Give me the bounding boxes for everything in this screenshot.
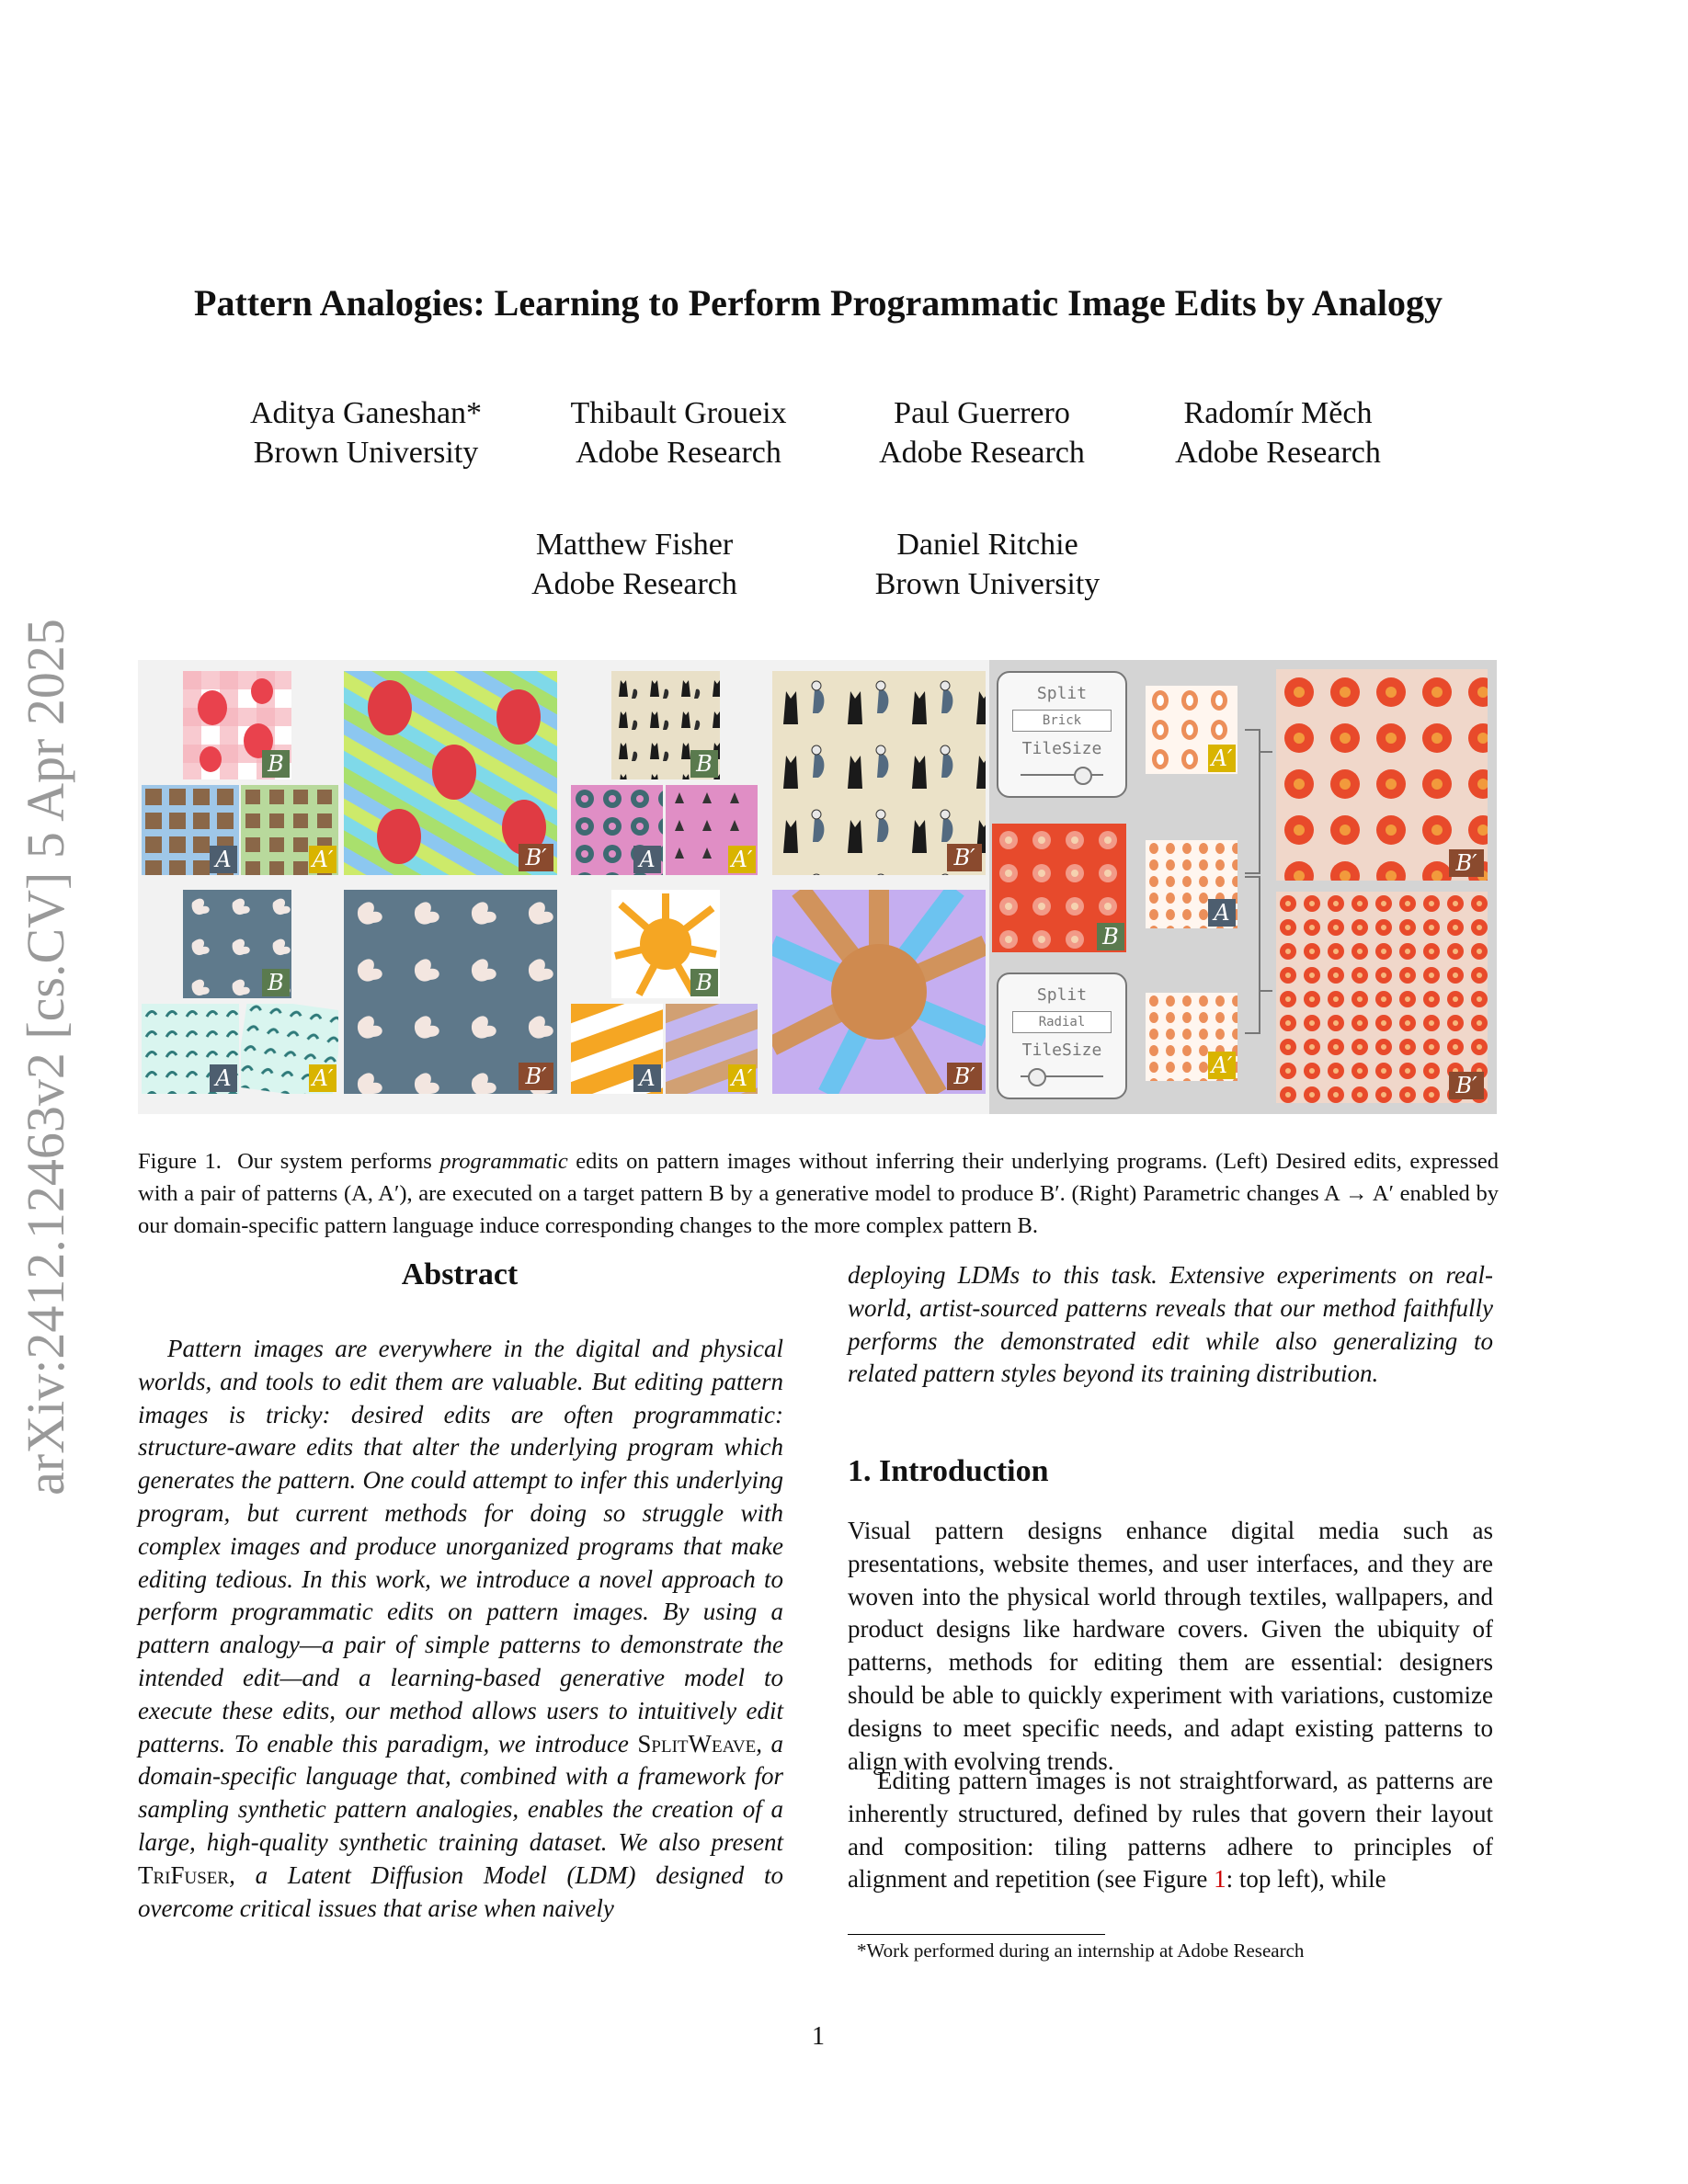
pattern-tile-a-prime	[241, 785, 338, 875]
author-affiliation: Adobe Research	[576, 436, 781, 470]
badge-a: A	[633, 1064, 661, 1092]
parametric-panel	[989, 660, 1497, 1114]
badge-a-prime: A′	[728, 846, 756, 873]
abstract-heading: Abstract	[401, 1257, 519, 1291]
caption-text: edits on pattern images without inferring their underlying programs. (Left) Desired edits, expressed with a pair of patterns (A, A′), are executed on a target pattern B by a generative model to produce B′. (Right) Parametric changes A → A′ enabled by our domain-specific pattern language induce corresponding changes to the more complex pattern B.	[138, 1149, 1499, 1238]
badge-b-prime: B′	[1449, 849, 1484, 877]
author-name: Thibault Groueix	[570, 396, 787, 430]
badge-a: A	[1208, 899, 1236, 927]
badge-a-prime: A′	[309, 1064, 336, 1092]
slider-thumb	[1074, 767, 1092, 785]
param-value-field: Brick	[1012, 710, 1112, 732]
page-number: 1	[812, 2022, 825, 2051]
pattern-tile-b	[992, 824, 1126, 952]
pattern-tile-a	[142, 785, 239, 875]
badge-a-prime: A′	[1208, 1052, 1236, 1079]
author-affiliation: Brown University	[253, 436, 479, 470]
badge-a: A	[210, 1064, 237, 1092]
author-name: Aditya Ganeshan*	[249, 396, 483, 430]
author-name: Daniel Ritchie	[896, 528, 1078, 562]
section-heading: 1. Introduction	[848, 1454, 1049, 1488]
pattern-tile-b-prime	[772, 671, 986, 875]
pattern-tile-a-prime	[666, 1004, 758, 1094]
author-affiliation: Brown University	[874, 567, 1101, 601]
param-label: Split	[1036, 985, 1088, 1005]
pattern-tile-b	[611, 671, 720, 779]
pattern-tile-a-prime	[666, 785, 758, 875]
intro-paragraph	[848, 1765, 1493, 1896]
paper-title: Pattern Analogies: Learning to Perform Programmatic Image Edits by Analogy	[194, 282, 1443, 324]
author-block	[850, 525, 1125, 604]
caption-emphasis: programmatic	[439, 1149, 568, 1174]
badge-b: B	[1097, 923, 1124, 950]
param-value-field: Radial	[1012, 1011, 1112, 1033]
param-control-card	[997, 671, 1127, 798]
badge-a: A	[210, 846, 237, 873]
pattern-tile-b	[611, 890, 720, 998]
author-name: Matthew Fisher	[535, 528, 734, 562]
badge-b: B	[262, 750, 290, 778]
author-affiliation: Adobe Research	[1175, 436, 1381, 470]
badge-b-prime: B′	[519, 844, 553, 871]
badge-b-prime: B′	[519, 1063, 553, 1090]
caption-text: Our system performs	[237, 1149, 440, 1174]
badge-a-prime: A′	[728, 1064, 756, 1092]
abstract-text: , a domain-specific language that, combined with a framework for sampling synthetic pattern analogies, enables the creation of a large, high-quality synthetic training dataset. We also present	[138, 1729, 784, 1856]
param-name: TileSize	[1021, 1041, 1102, 1060]
param-control-card	[997, 973, 1127, 1099]
pattern-tile-a-prime	[241, 1004, 338, 1094]
badge-a-prime: A′	[1208, 745, 1236, 772]
pattern-tile-b-prime	[1276, 892, 1488, 1103]
badge-b-prime: B′	[947, 1063, 982, 1090]
badge-b: B	[262, 969, 290, 996]
pattern-tile-a-prime	[1146, 686, 1237, 774]
abstract-text: , a Latent Diffusion Model (LDM) designed to overcome critical issues that arise when naively	[138, 1860, 783, 1922]
pattern-tile-b-prime	[1276, 669, 1488, 881]
figure-caption	[138, 1145, 1499, 1242]
badge-a-prime: A′	[309, 846, 336, 873]
author-block	[496, 525, 772, 604]
intro-paragraph: Visual pattern designs enhance digital media such as presentations, website themes, and user interfaces, and they are woven into the physical world through textiles, wallpapers, and product designs like hardware covers. Given the ubiquity of patterns, methods for editing them are essential: designers should be able to quickly experiment with variations, customize designs to meet specific needs, and adapt existing patterns to align with evolving trends.	[848, 1517, 1493, 1775]
badge-b-prime: B′	[947, 844, 982, 871]
author-affiliation: Adobe Research	[531, 567, 737, 601]
pattern-tile-a	[571, 785, 663, 875]
author-block	[844, 393, 1120, 472]
author-name: Paul Guerrero	[894, 396, 1070, 430]
author-block	[1140, 393, 1416, 472]
abstract-continuation: deploying LDMs to this task. Extensive experiments on real-world, artist-sourced patterns reveals that our method faithfully performs the demonstrated edit while also generalizing to related pattern styles beyond its training distribution.	[848, 1261, 1493, 1388]
pattern-tile-b	[183, 890, 291, 998]
figure-reference-link[interactable]: 1	[1214, 1865, 1226, 1894]
footnote: *Work performed during an internship at Adobe Research	[857, 1939, 1305, 1962]
badge-a: A	[633, 846, 661, 873]
abstract-body	[138, 1333, 783, 1925]
pattern-tile-b-prime	[344, 890, 557, 1094]
badge-b-prime: B′	[1449, 1072, 1484, 1099]
slider-thumb	[1028, 1068, 1046, 1086]
author-name: Radomír Měch	[1183, 396, 1373, 430]
teaser-figure	[138, 660, 1497, 1114]
pattern-tile-b-prime	[344, 671, 557, 875]
param-label: Split	[1036, 684, 1088, 703]
pattern-tile-b	[183, 671, 291, 779]
pattern-tile-a	[1146, 840, 1237, 928]
badge-b: B	[690, 750, 718, 778]
footnote-divider	[848, 1934, 1105, 1935]
abstract-dsl-name: SplitWeave	[637, 1729, 757, 1757]
abstract-text: Pattern images are everywhere in the digital and physical worlds, and tools to edit them are valuable. But editing pattern images is tricky: desired edits are often programmatic: structure-aware edits that alter the underlying program which generates the pattern. One could attempt to infer this underlying program, but current methods for doing so struggle with complex images and produce unorganized programs that make editing tedious. In this work, we introduce a novel approach to perform programmatic edits on pattern images. By using a pattern analogy—a pair of simple patterns to demonstrate the intended edit—and a learning-based generative model to execute these edits, our method allows users to intuitively edit patterns. To enable this paradigm, we introduce	[138, 1335, 783, 1757]
arxiv-identifier: arXiv:2412.12463v2 [cs.CV] 5 Apr 2025	[16, 619, 75, 1496]
intro-text: : top left), while	[1226, 1865, 1386, 1894]
pattern-tile-b-prime	[772, 890, 986, 1094]
edit-arrows	[1243, 715, 1274, 1046]
pattern-tile-a	[571, 1004, 663, 1094]
param-name: TileSize	[1021, 739, 1102, 758]
author-block	[541, 393, 816, 472]
author-affiliation: Adobe Research	[879, 436, 1085, 470]
pattern-tile-a	[142, 1004, 239, 1094]
intro-text: Editing pattern images is not straightforward, as patterns are inherently structured, defined by rules that govern their layout and composition: tiling patterns adhere to principles of alignment and repetition (see Figure	[848, 1767, 1493, 1894]
abstract-model-name: TriFuser	[138, 1860, 230, 1889]
pattern-tile-a-prime	[1146, 993, 1237, 1081]
caption-label: Figure 1.	[138, 1149, 222, 1174]
author-block	[228, 393, 504, 472]
badge-b: B	[690, 969, 718, 996]
